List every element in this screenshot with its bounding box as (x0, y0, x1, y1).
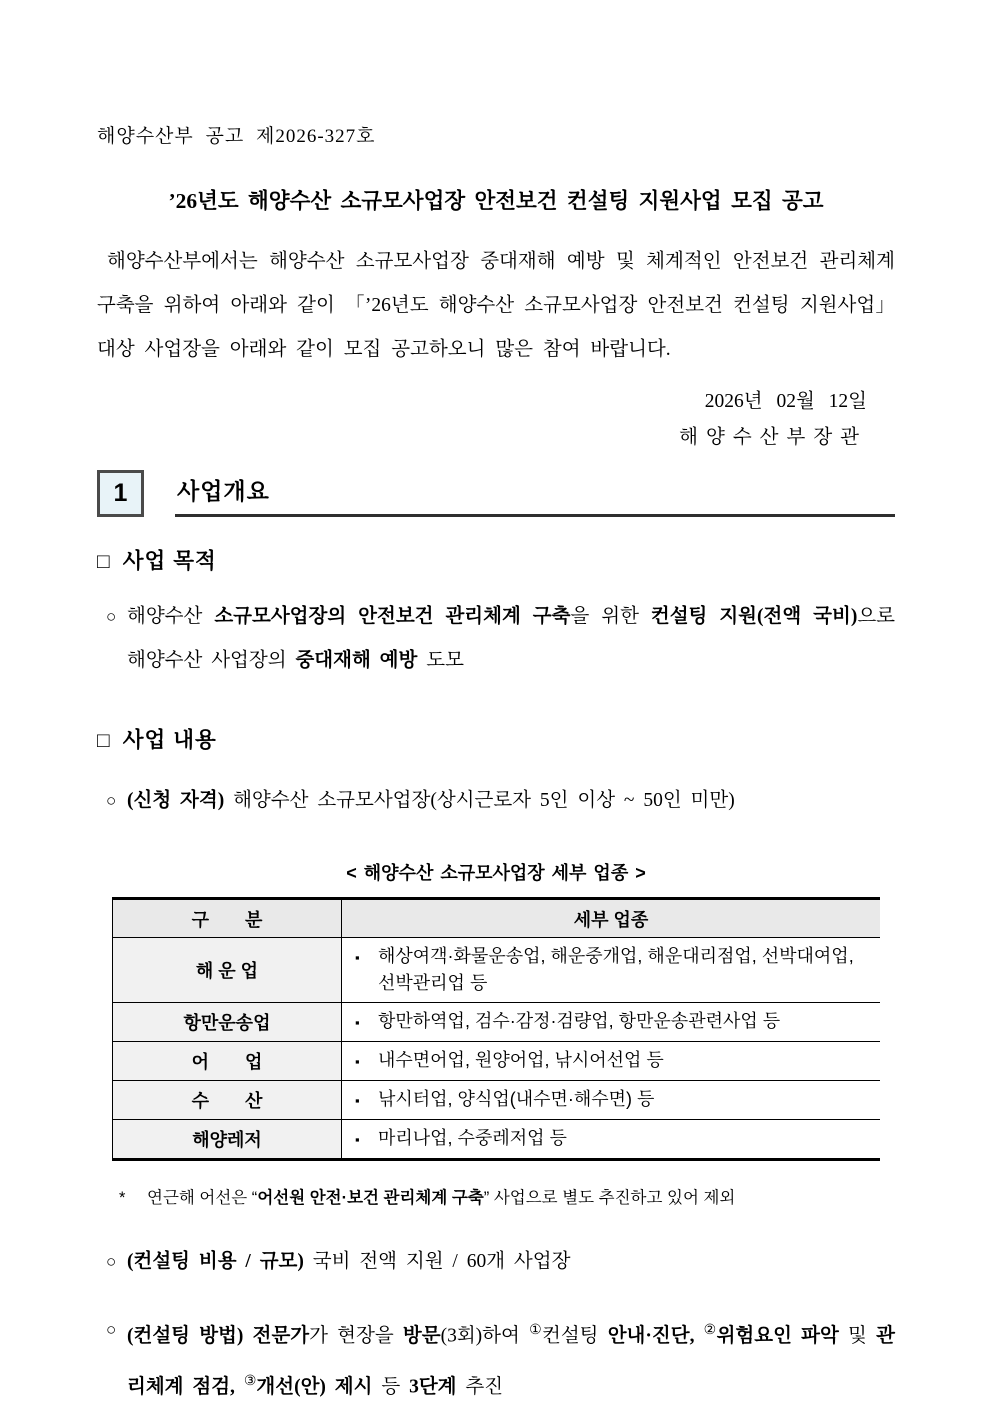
document-title: ’26년도 해양수산 소규모사업장 안전보건 컨설팅 지원사업 모집 공고 (168, 189, 824, 213)
table-row (113, 1042, 881, 1081)
square-bullet-icon: □ (97, 550, 111, 573)
square-list-bullet-icon: ▪ (355, 1015, 360, 1030)
intro-paragraph: 해양수산부에서는 해양수산 소규모사업장 중대재해 예방 및 체계적인 안전보건 관리체계 구축을 위하여 아래와 같이 「’26년도 해양수산 소규모사업장 안전보건 컨설팅 지원사업」 대상 사업장을 아래와 같이 모집 공고하오니 많은 참여 바랍니다. (97, 251, 895, 360)
circle-bullet-icon: ○ (106, 607, 117, 626)
square-list-bullet-icon: ▪ (355, 1054, 360, 1069)
section-title: 사업개요 (177, 478, 270, 504)
square-list-bullet-icon: ▪ (355, 1093, 360, 1108)
industries-cell (342, 938, 881, 1003)
category-cell: 어 업 (113, 1042, 342, 1081)
square-bullet-icon: □ (97, 729, 111, 752)
table-header-row (113, 899, 881, 938)
category-cell: 해 운 업 (113, 938, 342, 1003)
industries-text: 항만하역업, 검수·감정·검량업, 항만운송관련사업 등 (378, 1011, 781, 1031)
industries-cell (342, 1042, 881, 1081)
section-title-underline (175, 470, 895, 517)
issuer-name: 해양수산부장관 (679, 427, 867, 448)
table-header-industries: 세부 업종 (342, 899, 881, 938)
industry-table-title: < 해양수산 소규모사업장 세부 업종 > (346, 863, 646, 883)
heading-project-content (97, 723, 895, 754)
industries-text: 마리나업, 수중레저업 등 (378, 1128, 567, 1148)
table-row (113, 938, 881, 1003)
circle-bullet-icon: ○ (106, 791, 117, 810)
purpose-bullet-item (97, 595, 895, 683)
notice-number: 해양수산부 공고 제2026-327호 (97, 126, 376, 147)
industries-cell (342, 1003, 881, 1042)
eligibility-bullet-text: (신청 자격) 해양수산 소규모사업장(상시근로자 5인 이상 ~ 50인 미만) (127, 790, 735, 811)
cost-bullet-item (97, 1240, 895, 1284)
industry-table (112, 897, 880, 1161)
issue-date: 2026년 02월 12일 (704, 391, 867, 412)
method-bullet-item (97, 1308, 895, 1409)
category-cell: 수 산 (113, 1081, 342, 1120)
industries-cell (342, 1081, 881, 1120)
category-cell: 항만운송업 (113, 1003, 342, 1042)
category-cell: 해양레저 (113, 1120, 342, 1160)
circle-bullet-icon: ○ (106, 1320, 117, 1339)
eligibility-bullet-item (97, 779, 895, 823)
section-number-badge: 1 (97, 470, 144, 517)
footnote-text: 연근해 어선은 “어선원 안전·보건 관리체계 구축” 사업으로 별도 추진하고 있어 제외 (147, 1189, 736, 1207)
industry-table-wrap (112, 897, 880, 1161)
square-list-bullet-icon: ▪ (355, 1132, 360, 1147)
heading-label: 사업 내용 (122, 728, 217, 752)
table-row (113, 1003, 881, 1042)
circle-bullet-icon: ○ (106, 1252, 117, 1271)
industries-text: 낚시터업, 양식업(내수면·해수면) 등 (378, 1089, 655, 1109)
asterisk-icon: * (119, 1189, 126, 1207)
method-bullet-text: (컨설팅 방법) 전문가가 현장을 방문(3회)하여 ①컨설팅 안내·진단, ②위험요인 파악 및 관리체계 점검, ③개선(안) 제시 등 3단계 추진 (127, 1322, 895, 1397)
date-block (97, 384, 895, 456)
footnote (97, 1186, 895, 1210)
industries-text: 내수면어업, 원양어업, 낚시어선업 등 (378, 1050, 664, 1070)
industries-cell (342, 1120, 881, 1160)
purpose-bullet-text: 해양수산 소규모사업장의 안전보건 관리체계 구축을 위한 컨설팅 지원(전액 국비)으로 해양수산 사업장의 중대재해 예방 도모 (127, 606, 896, 671)
industries-text: 해상여객·화물운송업, 해운중개업, 해운대리점업, 선박대여업, 선박관리업 등 (378, 946, 854, 993)
table-header-category: 구 분 (113, 899, 342, 938)
table-row (113, 1120, 881, 1160)
table-row (113, 1081, 881, 1120)
section-1-header (97, 470, 895, 517)
cost-bullet-text: (컨설팅 비용 / 규모) 국비 전액 지원 / 60개 사업장 (127, 1251, 571, 1272)
heading-label: 사업 목적 (122, 549, 217, 573)
heading-project-purpose (97, 544, 895, 575)
square-list-bullet-icon: ▪ (355, 950, 360, 965)
